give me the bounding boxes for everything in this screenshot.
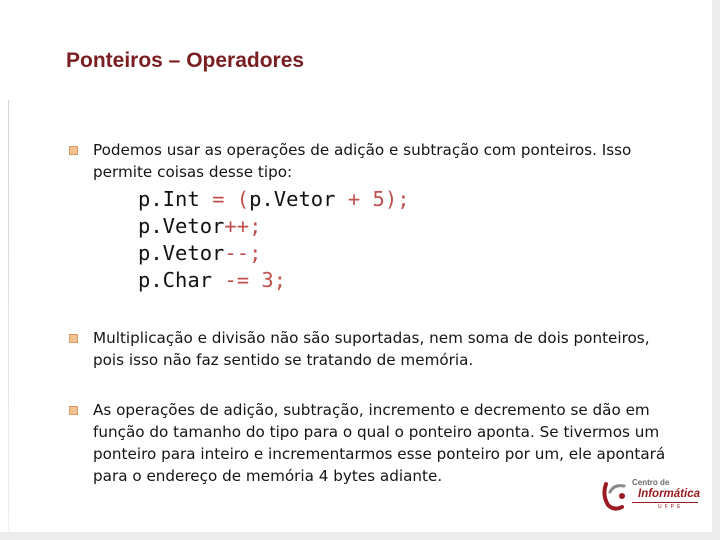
code-identifier: p.Vetor <box>138 241 225 265</box>
bullet-2-text <box>93 327 693 371</box>
logo-name: Informática <box>638 488 700 500</box>
code-operator: = ( <box>212 187 250 211</box>
left-frame-line <box>8 100 9 530</box>
code-identifier: p.Vetor <box>249 187 348 211</box>
slide-right-edge <box>712 0 720 540</box>
bullet-square-icon <box>69 334 78 343</box>
bullet-3-line-2: função do tamanho do tipo para o qual o ponteiro aponta. Se tivermos um <box>93 423 660 441</box>
slide-title: Ponteiros – Operadores <box>66 49 305 72</box>
code-operator: --; <box>224 241 262 265</box>
cin-logo <box>600 478 700 514</box>
logo-prefix: Centro de <box>632 478 670 487</box>
code-identifier: p.Char <box>138 268 225 292</box>
bullet-3-text <box>93 399 693 487</box>
code-operator: + 5); <box>347 187 410 211</box>
code-identifier: p.Int <box>138 187 213 211</box>
bullet-1-line-1: Podemos usar as operações de adição e subtração com ponteiros. Isso <box>93 141 632 159</box>
bullet-square-icon <box>69 406 78 415</box>
bullet-square-icon <box>69 146 78 155</box>
bullet-3-line-4: para o endereço de memória 4 bytes adiante. <box>93 467 443 485</box>
code-line <box>138 186 410 213</box>
code-identifier: p.Vetor <box>138 214 225 238</box>
bullet-3-line-1: As operações de adição, subtração, incremento e decremento se dão em <box>93 401 650 419</box>
logo-subtitle: UFPE <box>658 504 684 510</box>
bullet-2-line-2: pois isso não faz sentido se tratando de memória. <box>93 351 474 369</box>
code-operator: ++; <box>224 214 262 238</box>
code-operator: -= 3; <box>224 268 287 292</box>
bullet-3-line-3: ponteiro para inteiro e incrementarmos esse ponteiro por um, ele apontará <box>93 445 666 463</box>
cin-logo-emblem-icon <box>600 478 630 512</box>
slide-bottom-edge <box>0 532 720 540</box>
code-line <box>138 240 410 267</box>
code-block <box>138 186 410 294</box>
code-line <box>138 267 410 294</box>
bullet-2-line-1: Multiplicação e divisão não são suportadas, nem soma de dois ponteiros, <box>93 329 650 347</box>
code-line <box>138 213 410 240</box>
logo-divider <box>632 502 698 503</box>
bullet-1-text <box>93 139 693 183</box>
bullet-1-line-2: permite coisas desse tipo: <box>93 163 293 181</box>
